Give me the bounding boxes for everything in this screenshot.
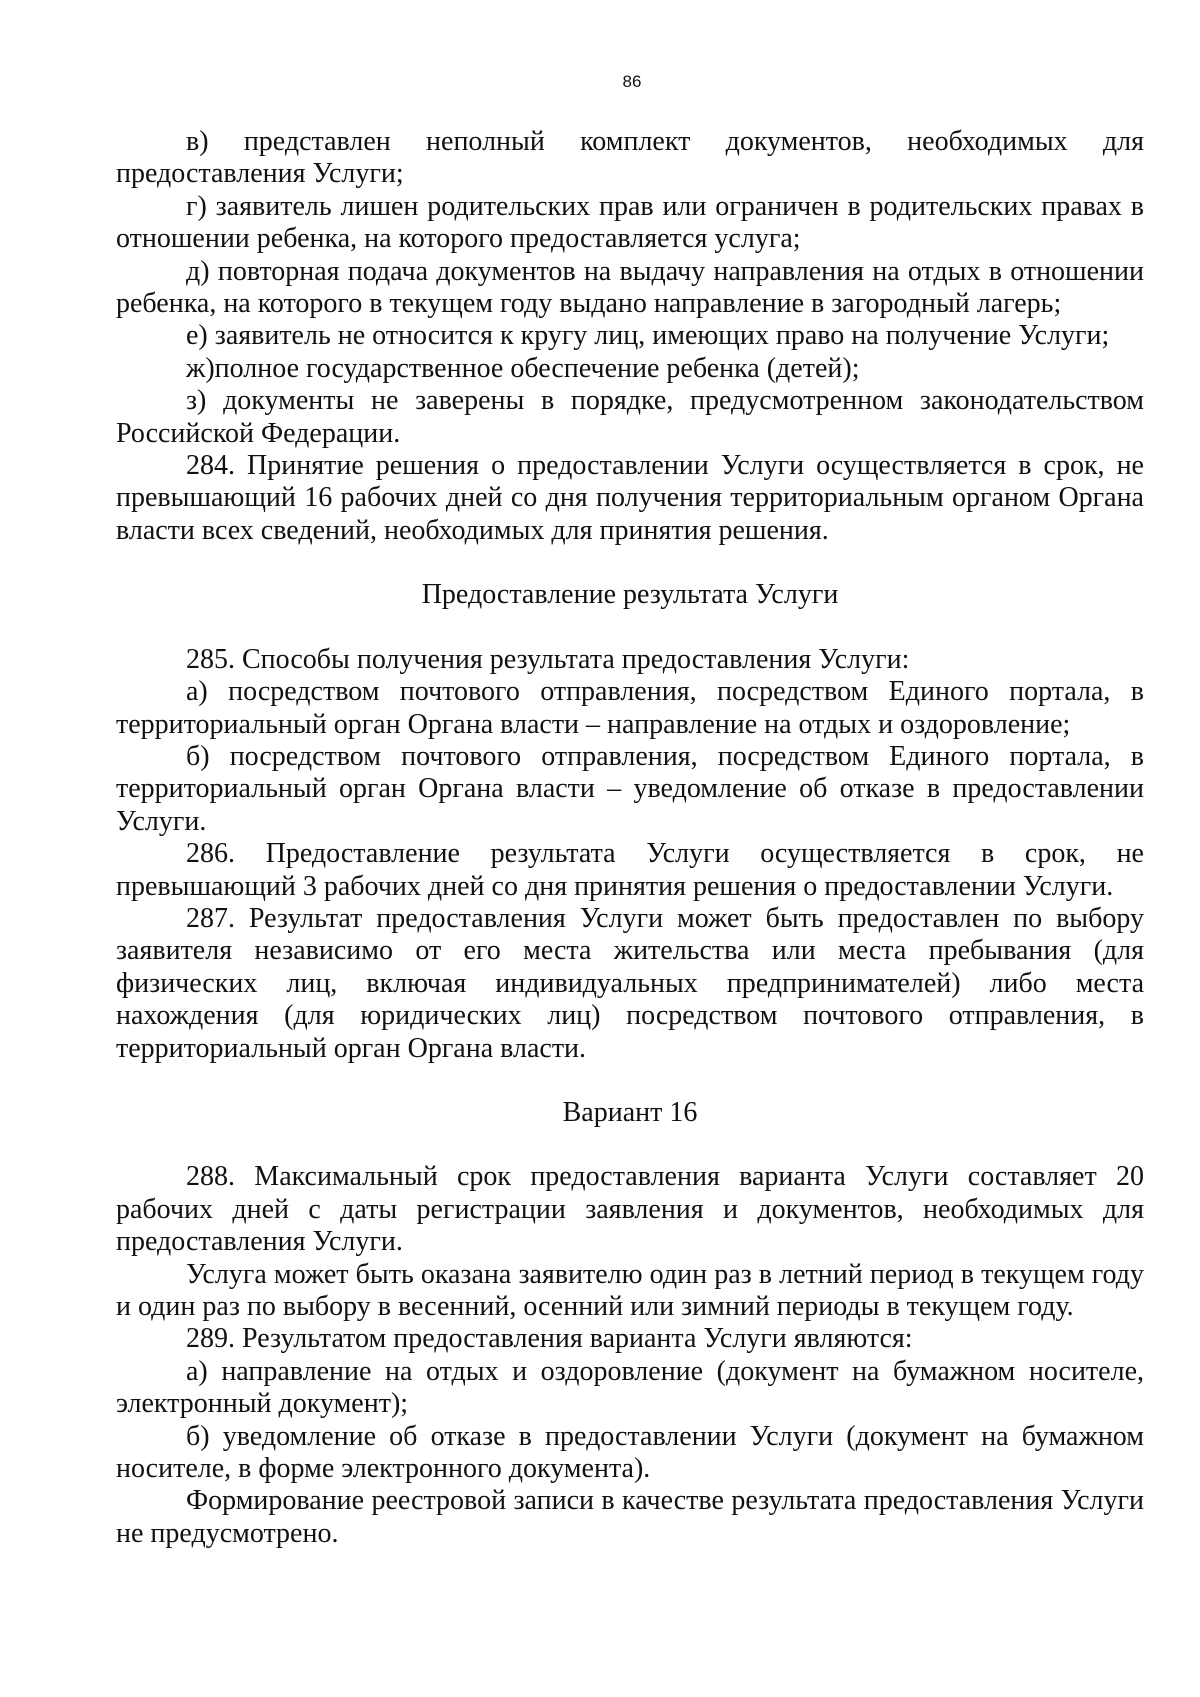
paragraph-g: г) заявитель лишен родительских прав или ограничен в родительских правах в отношении ребенка, на которого предоставляется услуга;	[116, 190, 1144, 255]
paragraph-zh: ж)полное государственное обеспечение ребенка (детей);	[186, 352, 860, 384]
paragraph-288-note: Услуга может быть оказана заявителю один раз в летний период в текущем году и один раз по выбору в весенний, осенний или зимний периоды в текущем году.	[116, 1258, 1144, 1322]
paragraph-285-b: б) посредством почтового отправления, посредством Единого портала, в территориальный орган Органа власти – уведомление об отказе в предоставлении Услуги.	[116, 740, 1144, 837]
page-number: 86	[622, 72, 642, 91]
paragraph-287: 287. Результат предоставления Услуги может быть предоставлен по выбору заявителя независимо от его места жительства или места пребывания (для физических лиц, включая индивидуальных предпринимателей) либо места нахождения (для юридических лиц) посредством почтового отправления, в территориальный орган Органа власти.	[116, 902, 1144, 1064]
paragraph-v: в) представлен неполный комплект документов, необходимых для предоставления Услуги;	[116, 126, 1144, 190]
paragraph-286: 286. Предоставление результата Услуги осуществляется в срок, не превышающий 3 рабочих дней со дня принятия решения о предоставлении Услуги.	[116, 838, 1144, 902]
document-body	[116, 126, 1144, 1550]
paragraph-285-a: а) посредством почтового отправления, посредством Единого портала, в территориальный орган Органа власти – направление на отдых и оздоровление;	[116, 676, 1144, 740]
paragraph-285: 285. Способы получения результата предоставления Услуги:	[186, 643, 910, 675]
paragraph-e: е) заявитель не относится к кругу лиц, имеющих право на получение Услуги;	[186, 320, 1110, 352]
paragraph-289: 289. Результатом предоставления варианта Услуги являются:	[186, 1323, 913, 1355]
paragraph-z: з) документы не заверены в порядке, предусмотренном законодательством Российской Федерации.	[116, 385, 1144, 449]
paragraph-registry: Формирование реестровой записи в качестве результата предоставления Услуги не предусмотрено.	[116, 1485, 1144, 1549]
section-heading-result: Предоставление результата Услуги	[421, 579, 839, 611]
paragraph-289-a: а) направление на отдых и оздоровление (документ на бумажном носителе, электронный документ);	[116, 1355, 1144, 1420]
paragraph-284: 284. Принятие решения о предоставлении Услуги осуществляется в срок, не превышающий 16 рабочих дней со дня получения территориальным органом Органа власти всех сведений, необходимых для принятия решения.	[116, 450, 1144, 546]
paragraph-289-b: б) уведомление об отказе в предоставлении Услуги (документ на бумажном носителе, в форме электронного документа).	[116, 1420, 1144, 1485]
paragraph-288: 288. Максимальный срок предоставления варианта Услуги составляет 20 рабочих дней с даты регистрации заявления и документов, необходимых для предоставления Услуги.	[116, 1161, 1144, 1258]
paragraph-d: д) повторная подача документов на выдачу направления на отдых в отношении ребенка, на которого в текущем году выдано направление в загородный лагерь;	[116, 255, 1144, 320]
section-heading-variant: Вариант 16	[562, 1096, 698, 1128]
